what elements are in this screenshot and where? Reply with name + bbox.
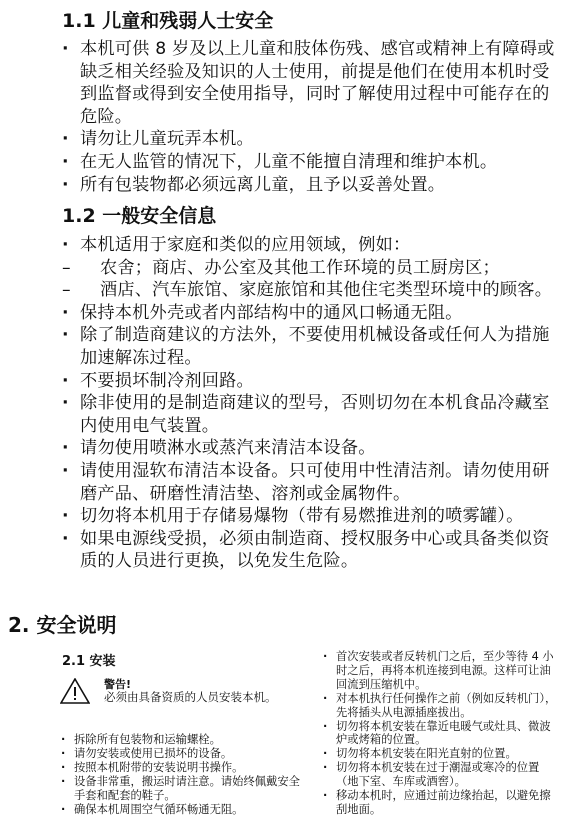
warning-triangle-icon [60, 678, 90, 704]
list-item: · 请勿安装或使用已损坏的设备。 [60, 747, 305, 761]
list-item: · 拆除所有包装物和运输螺栓。 [60, 733, 305, 747]
list-item: · 移动本机时，应通过前边缘抬起，以避免擦刮地面。 [322, 789, 560, 817]
list-item: – 酒店、汽车旅馆、家庭旅馆和其他住宅类型环境中的顾客。 [60, 279, 557, 302]
installation-list-left [60, 733, 305, 816]
list-item: · 本机可供 8 岁及以上儿童和肢体伤残、感官或精神上有障碍或缺乏相关经验及知识的人士使用，前提是他们在使用本机时受到监督或得到安全使用指导，同时了解使用过程中可能存在的危险。 [60, 38, 557, 128]
list-item: · 除非使用的是制造商建议的型号，否则切勿在本机食品冷藏室内使用电气装置。 [60, 392, 557, 437]
list-item: · 保持本机外壳或者内部结构中的通风口畅通无阻。 [60, 302, 557, 325]
list-item: · 请勿让儿童玩弄本机。 [60, 128, 557, 151]
list-item: · 切勿将本机安装在过于潮湿或寒冷的位置（地下室、车库或酒窖）。 [322, 761, 560, 789]
list-item: · 首次安装或者反转机门之后，至少等待 4 小时之后，再将本机连接到电源。这样可让油回流到压缩机中。 [322, 650, 560, 692]
section-title-child-safety: 1.1 儿童和残弱人士安全 [62, 10, 274, 32]
list-item: · 切勿将本机安装在靠近电暖气或灶具、微波炉或烤箱的位置。 [322, 720, 560, 748]
list-item: · 请勿使用喷淋水或蒸汽来清洁本设备。 [60, 437, 557, 460]
list-item: · 在无人监管的情况下，儿童不能擅自清理和维护本机。 [60, 151, 557, 174]
general-safety-list [60, 234, 557, 573]
child-safety-list [60, 38, 557, 196]
chapter-title-safety-instructions: 2. 安全说明 [8, 613, 117, 637]
list-item: · 本机适用于家庭和类似的应用领域，例如： [60, 234, 557, 257]
warning-title: 警告! [104, 678, 132, 691]
list-item: · 不要损坏制冷剂回路。 [60, 370, 557, 393]
list-item: · 切勿将本机用于存储易爆物（带有易燃推进剂的喷雾罐）。 [60, 505, 557, 528]
installation-list-right [322, 650, 560, 817]
section-title-installation: 2.1 安装 [62, 654, 116, 669]
list-item: · 确保本机周围空气循环畅通无阻。 [60, 803, 305, 817]
list-item: · 请使用湿软布清洁本设备。只可使用中性清洁剂。请勿使用研磨产品、研磨性清洁垫、溶剂或金属物件。 [60, 460, 557, 505]
list-item: · 如果电源线受损，必须由制造商、授权服务中心或具备类似资质的人员进行更换，以免发生危险。 [60, 528, 557, 573]
list-item: · 除了制造商建议的方法外，不要使用机械设备或任何人为措施加速解冻过程。 [60, 324, 557, 369]
list-item: · 切勿将本机安装在阳光直射的位置。 [322, 747, 560, 761]
list-item: · 设备非常重，搬运时请注意。请始终佩戴安全手套和配套的鞋子。 [60, 775, 305, 803]
list-item: · 按照本机附带的安装说明书操作。 [60, 761, 305, 775]
list-item: · 所有包装物都必须远离儿童，且予以妥善处置。 [60, 174, 557, 197]
section-title-general-safety: 1.2 一般安全信息 [62, 205, 217, 227]
list-item: · 对本机执行任何操作之前（例如反转机门），先将插头从电源插座拔出。 [322, 692, 560, 720]
list-item: – 农舍；商店、办公室及其他工作环境的员工厨房区； [60, 257, 557, 280]
warning-text: 必须由具备资质的人员安装本机。 [104, 690, 277, 704]
